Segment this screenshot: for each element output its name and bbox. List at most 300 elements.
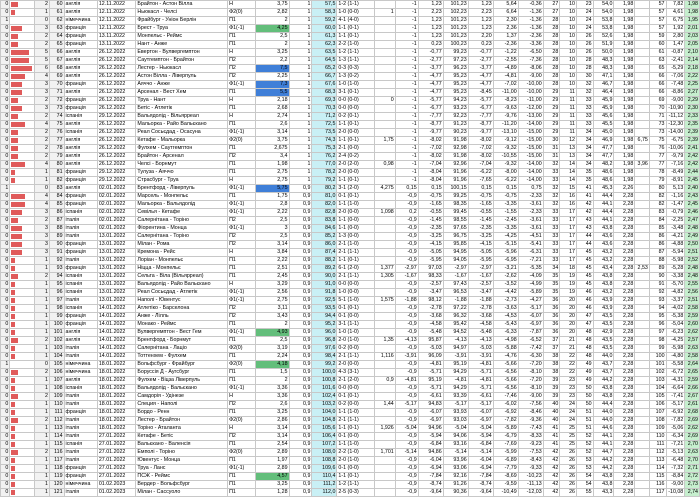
cell-rn[interactable]: 0	[1, 321, 10, 329]
cell-pct[interactable]: 89,2	[312, 265, 337, 273]
cell-v2[interactable]: 2,28	[614, 241, 635, 249]
cell-e2[interactable]: -1	[395, 81, 418, 89]
cell-o2[interactable]: 0,9	[289, 209, 312, 217]
cell-v1[interactable]: 48,6	[593, 169, 614, 177]
cell-country[interactable]: іспанія	[64, 129, 97, 137]
cell-match[interactable]: Ніцца - Монпельє	[136, 265, 228, 273]
cell-x2[interactable]: 86	[649, 233, 666, 241]
cell-o2[interactable]: 0,9	[289, 481, 312, 489]
cell-match[interactable]: Страсбург - Труа	[136, 177, 228, 185]
cell-e6[interactable]: -6,95	[493, 257, 518, 265]
cell-n1[interactable]: 34	[543, 265, 560, 273]
cell-e4[interactable]: 97,22	[443, 305, 468, 313]
cell-y1[interactable]: 1,47	[666, 41, 685, 49]
cell-country[interactable]: італія	[64, 217, 97, 225]
cell-v2[interactable]: 2,28	[614, 353, 635, 361]
cell-n3[interactable]: 49	[576, 377, 593, 385]
cell-date[interactable]: 14.01.2022	[97, 313, 136, 321]
cell-v1[interactable]: 43,9	[593, 305, 614, 313]
cell-v2[interactable]: 2,28	[614, 433, 635, 441]
cell-e7[interactable]: -7,20	[518, 361, 543, 369]
cell-e4[interactable]: 94,29	[443, 369, 468, 377]
cell-n1[interactable]: 38	[543, 369, 560, 377]
bar-cell[interactable]	[10, 1, 35, 9]
cell-y1[interactable]: -6,48	[666, 457, 685, 465]
cell-y1[interactable]: 1,92	[666, 25, 685, 33]
cell-x1[interactable]	[635, 241, 650, 249]
cell-country[interactable]: франція	[64, 41, 97, 49]
cell-pct[interactable]: 75,3	[312, 145, 337, 153]
cell-o2[interactable]: 1	[289, 129, 312, 137]
cell-e6[interactable]: -6,92	[493, 409, 518, 417]
cell-rn[interactable]: 0	[1, 217, 10, 225]
cell-date[interactable]: 26.12.2022	[97, 161, 136, 169]
cell-rn[interactable]: 0	[1, 441, 10, 449]
cell-match[interactable]: Наполі - Ювентус	[136, 297, 228, 305]
cell-e5[interactable]: -6,22	[468, 169, 493, 177]
cell-y2[interactable]: 2,62	[685, 425, 700, 433]
cell-o1[interactable]: 2,2	[256, 57, 289, 65]
bar-cell[interactable]	[10, 49, 35, 57]
cell-e3[interactable]: -0,55	[418, 209, 443, 217]
cell-v1[interactable]: 44,1	[593, 201, 614, 209]
cell-y1[interactable]: -6,23	[666, 329, 685, 337]
cell-rn[interactable]: 0	[1, 153, 10, 161]
cell-n1[interactable]: 29	[543, 113, 560, 121]
cell-n2[interactable]: 11	[560, 113, 577, 121]
cell-o1[interactable]: 2,54	[256, 441, 289, 449]
cell-e5[interactable]: -6,97	[468, 417, 493, 425]
cell-o2[interactable]: 0,9	[289, 297, 312, 305]
cell-o1[interactable]: 2,51	[256, 265, 289, 273]
cell-score[interactable]: 1-1 (0-1)	[337, 177, 375, 185]
cell-n2[interactable]: 10	[560, 65, 577, 73]
cell-n3[interactable]: 32	[576, 89, 593, 97]
cell-e1[interactable]: 1,701	[374, 449, 395, 457]
table-row[interactable]	[1, 369, 700, 377]
cell-e6[interactable]: -4,53	[493, 313, 518, 321]
cell-x1[interactable]	[635, 305, 650, 313]
cell-e3[interactable]: -8,77	[418, 121, 443, 129]
cell-pct[interactable]: 101,6	[312, 385, 337, 393]
cell-v1[interactable]: 42,9	[593, 329, 614, 337]
cell-rn[interactable]: 0	[1, 417, 10, 425]
cell-y2[interactable]: 2,29	[685, 97, 700, 105]
cell-score[interactable]: 3-1 (2-0)	[337, 185, 375, 193]
table-row[interactable]	[1, 489, 700, 497]
cell-n3[interactable]: 33	[576, 113, 593, 121]
cell-pct[interactable]: 91,8	[312, 289, 337, 297]
cell-score[interactable]: 2-0 (0-0)	[337, 169, 375, 177]
cell-n2[interactable]: 16	[560, 193, 577, 201]
cell-o2[interactable]: 0,9	[289, 409, 312, 417]
cell-n3[interactable]: 54	[576, 481, 593, 489]
cell-pct[interactable]: 109,6	[312, 465, 337, 473]
cell-id[interactable]: 116	[49, 449, 64, 457]
cell-country[interactable]: англія	[64, 65, 97, 73]
table-row[interactable]	[1, 193, 700, 201]
cell-date[interactable]: 13.01.2022	[97, 297, 136, 305]
cell-v2[interactable]: 2,28	[614, 481, 635, 489]
cell-x1[interactable]	[635, 273, 650, 281]
cell-e1[interactable]	[374, 369, 395, 377]
cell-e7[interactable]: -15,00	[518, 153, 543, 161]
cell-e5[interactable]: -2,77	[468, 57, 493, 65]
cell-rn[interactable]: 0	[1, 105, 10, 113]
cell-rn[interactable]: 0	[1, 481, 10, 489]
cell-e2[interactable]: -1	[395, 41, 418, 49]
cell-a[interactable]: 1	[35, 377, 50, 385]
cell-n1[interactable]: 39	[543, 393, 560, 401]
cell-n3[interactable]: 46	[576, 297, 593, 305]
cell-match[interactable]: ПСЖ - Реймс	[136, 473, 228, 481]
cell-pct[interactable]: 58,3	[312, 9, 337, 17]
cell-o2[interactable]: 0,9	[289, 289, 312, 297]
cell-x2[interactable]: 79	[649, 177, 666, 185]
cell-e6[interactable]: -3,35	[493, 225, 518, 233]
table-row[interactable]	[1, 409, 700, 417]
cell-y2[interactable]: 2,69	[685, 417, 700, 425]
cell-n1[interactable]: 42	[543, 457, 560, 465]
cell-e7[interactable]: -8,46	[518, 409, 543, 417]
cell-id[interactable]: 95	[49, 281, 64, 289]
cell-e7[interactable]: -6,31	[518, 249, 543, 257]
cell-date[interactable]: 18.01.2022	[97, 401, 136, 409]
cell-e2[interactable]: -1	[395, 1, 418, 9]
cell-score[interactable]: 2-0 (0-0)	[337, 209, 375, 217]
cell-date[interactable]: 14.01.2022	[97, 353, 136, 361]
cell-e6[interactable]: -7,79	[493, 465, 518, 473]
cell-e3[interactable]: -6,04	[418, 457, 443, 465]
table-row[interactable]	[1, 33, 700, 41]
cell-e4[interactable]: 96,53	[443, 289, 468, 297]
cell-rn[interactable]: 0	[1, 465, 10, 473]
cell-y2[interactable]: 2,48	[685, 273, 700, 281]
table-row[interactable]	[1, 257, 700, 265]
cell-x2[interactable]: 101	[649, 361, 666, 369]
cell-n3[interactable]: 34	[576, 161, 593, 169]
cell-rn[interactable]: 0	[1, 281, 10, 289]
cell-e1[interactable]	[374, 233, 395, 241]
cell-e5[interactable]: -1,67	[468, 273, 493, 281]
cell-y1[interactable]: -6,34	[666, 433, 685, 441]
cell-e5[interactable]: -7,65	[468, 177, 493, 185]
cell-x1[interactable]	[635, 225, 650, 233]
cell-e3[interactable]: -5,71	[418, 385, 443, 393]
cell-score[interactable]: 1-1 (0-0)	[337, 225, 375, 233]
cell-match[interactable]: Нант - Анже	[136, 41, 228, 49]
cell-date[interactable]: 13.01.2022	[97, 233, 136, 241]
cell-n1[interactable]: 28	[543, 17, 560, 25]
cell-e2[interactable]: -1	[395, 97, 418, 105]
cell-n2[interactable]: 25	[560, 433, 577, 441]
cell-n3[interactable]: 55	[576, 489, 593, 497]
cell-match[interactable]: Вальядолід - Райо Вальєкано	[136, 281, 228, 289]
cell-y1[interactable]: -5,06	[666, 425, 685, 433]
cell-rn[interactable]: 0	[1, 393, 10, 401]
cell-a[interactable]: 0	[35, 185, 50, 193]
cell-n3[interactable]: 45	[576, 257, 593, 265]
cell-n1[interactable]: 30	[543, 137, 560, 145]
cell-x2[interactable]: 97	[649, 329, 666, 337]
cell-y2[interactable]: 2,45	[685, 201, 700, 209]
cell-res[interactable]: П1	[228, 89, 256, 97]
cell-match[interactable]: Труа - Ланс	[136, 465, 228, 473]
cell-o1[interactable]: 2,5	[256, 337, 289, 345]
table-row[interactable]	[1, 137, 700, 145]
cell-o2[interactable]: 1	[289, 33, 312, 41]
cell-e7[interactable]: -6,52	[518, 337, 543, 345]
cell-e1[interactable]	[374, 393, 395, 401]
cell-res[interactable]: Ф1(-1)	[228, 201, 256, 209]
cell-e4[interactable]: 101,23	[443, 17, 468, 25]
cell-e7[interactable]: -10,23	[518, 473, 543, 481]
cell-n1[interactable]: 39	[543, 385, 560, 393]
cell-n1[interactable]: 27	[543, 1, 560, 9]
cell-score[interactable]: 2-1 (1-1)	[337, 249, 375, 257]
cell-e7[interactable]: -9,36	[518, 417, 543, 425]
cell-y2[interactable]: 2,18	[685, 65, 700, 73]
cell-n1[interactable]: 38	[543, 361, 560, 369]
cell-id[interactable]: 121	[49, 489, 64, 497]
cell-score[interactable]: 1-2 (1-1)	[337, 481, 375, 489]
cell-v2[interactable]: 1,98	[614, 177, 635, 185]
cell-score[interactable]: 0-2 (0-0)	[337, 345, 375, 353]
cell-pct[interactable]: 95,2	[312, 321, 337, 329]
cell-date[interactable]: 01.02.2023	[97, 489, 136, 497]
cell-v1[interactable]: 44,2	[593, 377, 614, 385]
cell-e4[interactable]: 91,98	[443, 137, 468, 145]
cell-n3[interactable]: 50	[576, 401, 593, 409]
cell-e5[interactable]: -5,48	[468, 329, 493, 337]
cell-e4[interactable]: 99,25	[443, 193, 468, 201]
cell-res[interactable]: П2	[228, 73, 256, 81]
cell-date[interactable]: 13.01.2022	[97, 265, 136, 273]
table-row[interactable]	[1, 281, 700, 289]
cell-e3[interactable]: -5,48	[418, 329, 443, 337]
cell-e2[interactable]: -0,9	[395, 393, 418, 401]
cell-y2[interactable]: 2,52	[685, 257, 700, 265]
cell-id[interactable]: 79	[49, 153, 64, 161]
cell-e1[interactable]	[374, 1, 395, 9]
cell-score[interactable]: 1-1 (0-1)	[337, 425, 375, 433]
cell-score[interactable]: 2-0 (2-0)	[337, 161, 375, 169]
cell-match[interactable]: Вердер - Вольфсбург	[136, 481, 228, 489]
cell-n1[interactable]: 40	[543, 417, 560, 425]
cell-v2[interactable]: 2,28	[614, 201, 635, 209]
cell-score[interactable]: 2-5 (0-3)	[337, 489, 375, 497]
cell-x2[interactable]: 71	[649, 113, 666, 121]
cell-e6[interactable]: -4,81	[493, 73, 518, 81]
cell-country[interactable]: англія	[64, 145, 97, 153]
cell-e2[interactable]: -0,9	[395, 281, 418, 289]
cell-x1[interactable]	[635, 153, 650, 161]
cell-match[interactable]: Салернітана - Торіно	[136, 217, 228, 225]
cell-n1[interactable]: 42	[543, 489, 560, 497]
cell-y2[interactable]: 2,59	[685, 377, 700, 385]
cell-date[interactable]: 29.12.2022	[97, 177, 136, 185]
cell-e5[interactable]: -4,81	[468, 361, 493, 369]
cell-country[interactable]: англія	[64, 337, 97, 345]
cell-o1[interactable]: 2,74	[256, 113, 289, 121]
cell-n1[interactable]: 33	[543, 225, 560, 233]
cell-res[interactable]: П1	[228, 17, 256, 25]
cell-o2[interactable]: 0,9	[289, 241, 312, 249]
cell-date[interactable]: 14.01.2022	[97, 321, 136, 329]
cell-e1[interactable]	[374, 49, 395, 57]
cell-res[interactable]: Н	[228, 249, 256, 257]
cell-x2[interactable]: 73	[649, 121, 666, 129]
cell-a[interactable]: 1	[35, 169, 50, 177]
cell-e3[interactable]: -1,65	[418, 201, 443, 209]
cell-e1[interactable]	[374, 441, 395, 449]
cell-score[interactable]: 1-1 (0-1)	[337, 473, 375, 481]
bar-cell[interactable]	[10, 329, 35, 337]
cell-x1[interactable]	[635, 345, 650, 353]
cell-n1[interactable]: 29	[543, 89, 560, 97]
cell-n1[interactable]: 41	[543, 441, 560, 449]
cell-e1[interactable]	[374, 409, 395, 417]
cell-x1[interactable]	[635, 193, 650, 201]
cell-n2[interactable]: 26	[560, 489, 577, 497]
cell-x2[interactable]: 63	[649, 57, 666, 65]
cell-v2[interactable]: 2,28	[614, 449, 635, 457]
cell-e2[interactable]: -1	[395, 25, 418, 33]
cell-country[interactable]: іспанія	[64, 113, 97, 121]
cell-x2[interactable]: 112	[649, 449, 666, 457]
cell-n3[interactable]: 34	[576, 153, 593, 161]
cell-country[interactable]: іспанія	[64, 273, 97, 281]
cell-o2[interactable]: 1	[289, 57, 312, 65]
cell-y1[interactable]: -8,49	[666, 169, 685, 177]
cell-e2[interactable]: -0,9	[395, 225, 418, 233]
cell-e5[interactable]: -5,14	[468, 449, 493, 457]
cell-date[interactable]: 13.01.2022	[97, 273, 136, 281]
cell-match[interactable]: Астон Вілла - Ліверпуль	[136, 73, 228, 81]
cell-x1[interactable]	[635, 289, 650, 297]
cell-v1[interactable]: 44,4	[593, 193, 614, 201]
cell-country[interactable]: іспанія	[64, 441, 97, 449]
cell-v2[interactable]: 2,28	[614, 385, 635, 393]
cell-res[interactable]: П1	[228, 265, 256, 273]
cell-v1[interactable]: 48,3	[593, 65, 614, 73]
cell-v1[interactable]: 43,8	[593, 281, 614, 289]
cell-e1[interactable]	[374, 153, 395, 161]
cell-e6[interactable]: -11,00	[493, 89, 518, 97]
cell-y1[interactable]: -5,29	[666, 65, 685, 73]
cell-score[interactable]: 0-0 (0-0)	[337, 385, 375, 393]
cell-e2[interactable]: -5,17	[395, 401, 418, 409]
cell-n2[interactable]: 20	[560, 297, 577, 305]
cell-e2[interactable]: 0,15	[395, 185, 418, 193]
cell-e4[interactable]: 100,15	[443, 185, 468, 193]
cell-e2[interactable]: -1	[395, 169, 418, 177]
cell-x1[interactable]	[635, 449, 650, 457]
cell-o1[interactable]: 2,6	[256, 401, 289, 409]
cell-res[interactable]: Ф2(0)	[228, 137, 256, 145]
cell-e7[interactable]: -2,33	[518, 193, 543, 201]
cell-e5[interactable]: -7,77	[468, 113, 493, 121]
cell-res[interactable]: П1	[228, 337, 256, 345]
cell-v2[interactable]: 2,28	[614, 457, 635, 465]
cell-o2[interactable]: 1	[289, 41, 312, 49]
cell-o2[interactable]: 0,9	[289, 225, 312, 233]
table-row[interactable]	[1, 161, 700, 169]
cell-country[interactable]: англія	[64, 329, 97, 337]
cell-e6[interactable]: -3,52	[493, 281, 518, 289]
cell-n1[interactable]: 28	[543, 65, 560, 73]
cell-v2[interactable]: 2,28	[614, 217, 635, 225]
cell-e1[interactable]	[374, 473, 395, 481]
cell-o1[interactable]: 2,25	[256, 73, 289, 81]
cell-date[interactable]: 26.12.2022	[97, 153, 136, 161]
cell-pct[interactable]: 71,2	[312, 113, 337, 121]
bar-cell[interactable]	[10, 337, 35, 345]
cell-x2[interactable]: 85	[649, 225, 666, 233]
bar-cell[interactable]	[10, 433, 35, 441]
cell-rn[interactable]: 0	[1, 369, 10, 377]
cell-v2[interactable]: 2,28	[614, 409, 635, 417]
cell-v1[interactable]: 44,7	[593, 449, 614, 457]
cell-e2[interactable]: -1	[395, 145, 418, 153]
cell-n3[interactable]: 45	[576, 249, 593, 257]
cell-match[interactable]: Тоттенхем - Фулхем	[136, 353, 228, 361]
cell-o2[interactable]: 0,9	[289, 361, 312, 369]
cell-e7[interactable]: -12,03	[518, 489, 543, 497]
cell-a[interactable]: 1	[35, 177, 50, 185]
cell-e4[interactable]: -3,91	[443, 353, 468, 361]
cell-n2[interactable]: 26	[560, 481, 577, 489]
cell-y2[interactable]: 2,70	[685, 441, 700, 449]
cell-e3[interactable]: -4,77	[418, 81, 443, 89]
cell-y1[interactable]: -2,41	[666, 57, 685, 65]
cell-o1[interactable]: 3	[256, 225, 289, 233]
cell-x2[interactable]: 98	[649, 337, 666, 345]
cell-score[interactable]: 1-1 (0-0)	[337, 217, 375, 225]
table-row[interactable]	[1, 121, 700, 129]
cell-res[interactable]: Ф1(-1)	[228, 81, 256, 89]
cell-v2[interactable]: 1,98	[614, 105, 635, 113]
cell-n3[interactable]: 49	[576, 361, 593, 369]
cell-y2[interactable]: 2,14	[685, 57, 700, 65]
cell-y2[interactable]: 2,42	[685, 153, 700, 161]
cell-v2[interactable]: 2,28	[614, 313, 635, 321]
cell-e3[interactable]: -5,71	[418, 369, 443, 377]
table-row[interactable]	[1, 81, 700, 89]
cell-pct[interactable]: 62,3	[312, 41, 337, 49]
cell-y1[interactable]: -5,98	[666, 345, 685, 353]
cell-score[interactable]: 2-0 (0-0)	[337, 129, 375, 137]
cell-v2[interactable]: 1,98	[614, 17, 635, 25]
cell-rn[interactable]: 0	[1, 273, 10, 281]
cell-pct[interactable]: 57,5	[312, 1, 337, 9]
cell-e7[interactable]: -1,36	[518, 17, 543, 25]
cell-e1[interactable]	[374, 65, 395, 73]
bar-cell[interactable]	[10, 449, 35, 457]
cell-date[interactable]: 13.01.2022	[97, 257, 136, 265]
table-row[interactable]	[1, 177, 700, 185]
cell-rn[interactable]: 0	[1, 129, 10, 137]
cell-o1[interactable]: 4,18	[256, 361, 289, 369]
cell-res[interactable]: П2	[228, 401, 256, 409]
cell-n2[interactable]: 26	[560, 457, 577, 465]
cell-e3[interactable]: -1,45	[418, 217, 443, 225]
cell-e7[interactable]: -5,41	[518, 241, 543, 249]
cell-id[interactable]: 66	[49, 49, 64, 57]
cell-a[interactable]: 1	[35, 281, 50, 289]
cell-e2[interactable]: -0,9	[395, 217, 418, 225]
cell-country[interactable]: іспанія	[64, 281, 97, 289]
